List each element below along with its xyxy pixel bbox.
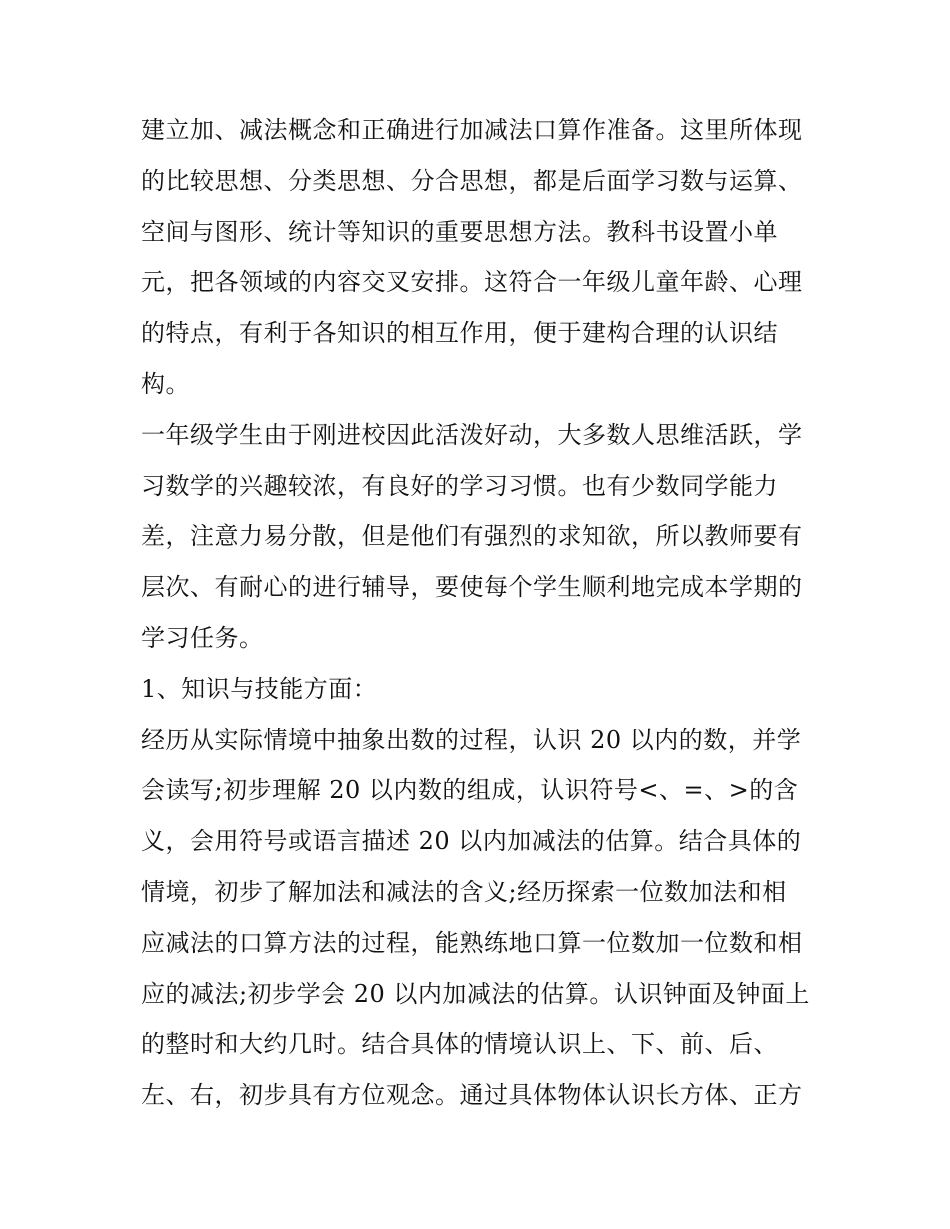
text-line: 左、右，初步具有方位观念。通过具体物体认识长方体、正方 bbox=[141, 1081, 803, 1110]
text-line: 学习任务。 bbox=[141, 623, 264, 652]
text-line: 经历从实际情境中抽象出数的过程，认识 20 以内的数，并学 bbox=[141, 725, 802, 754]
text-line: 建立加、减法概念和正确进行加减法口算作准备。这里所体现 bbox=[141, 116, 803, 144]
text-line: 情境，初步了解加法和减法的含义;经历探索一位数加法和相 bbox=[141, 877, 787, 906]
text-line: 习数学的兴趣较浓，有良好的学习习惯。也有少数同学能力 bbox=[141, 471, 778, 500]
text-line: 应的减法;初步学会 20 以内加减法的估算。认识钟面及钟面上 bbox=[141, 979, 810, 1008]
section-heading: 1、知识与技能方面： bbox=[141, 674, 378, 703]
document-body bbox=[141, 108, 821, 1124]
text-line: 应减法的口算方法的过程，能熟练地口算一位数加一位数和相 bbox=[141, 928, 803, 957]
text-line: 的整时和大约几时。结合具体的情境认识上、下、前、后、 bbox=[141, 1030, 778, 1059]
text-line: 层次、有耐心的进行辅导，要使每个学生顺利地完成本学期的 bbox=[141, 573, 803, 602]
text-line: 的特点，有利于各知识的相互作用，便于建构合理的认识结 bbox=[141, 319, 778, 348]
text-line: 元，把各领域的内容交叉安排。这符合一年级儿童年龄、心理 bbox=[141, 268, 803, 297]
text-line: 会读写;初步理解 20 以内数的组成，认识符号<、=、>的含 bbox=[141, 776, 799, 805]
text-line: 一年级学生由于刚进校因此活泼好动，大多数人思维活跃，学 bbox=[141, 420, 803, 449]
text-line: 的比较思想、分类思想、分合思想，都是后面学习数与运算、 bbox=[141, 166, 803, 195]
text-line: 差，注意力易分散，但是他们有强烈的求知欲，所以教师要有 bbox=[141, 522, 803, 551]
text-line: 构。 bbox=[141, 369, 190, 398]
text-line: 空间与图形、统计等知识的重要思想方法。教科书设置小单 bbox=[141, 217, 778, 246]
text-line: 义，会用符号或语言描述 20 以内加减法的估算。结合具体的 bbox=[141, 827, 802, 856]
